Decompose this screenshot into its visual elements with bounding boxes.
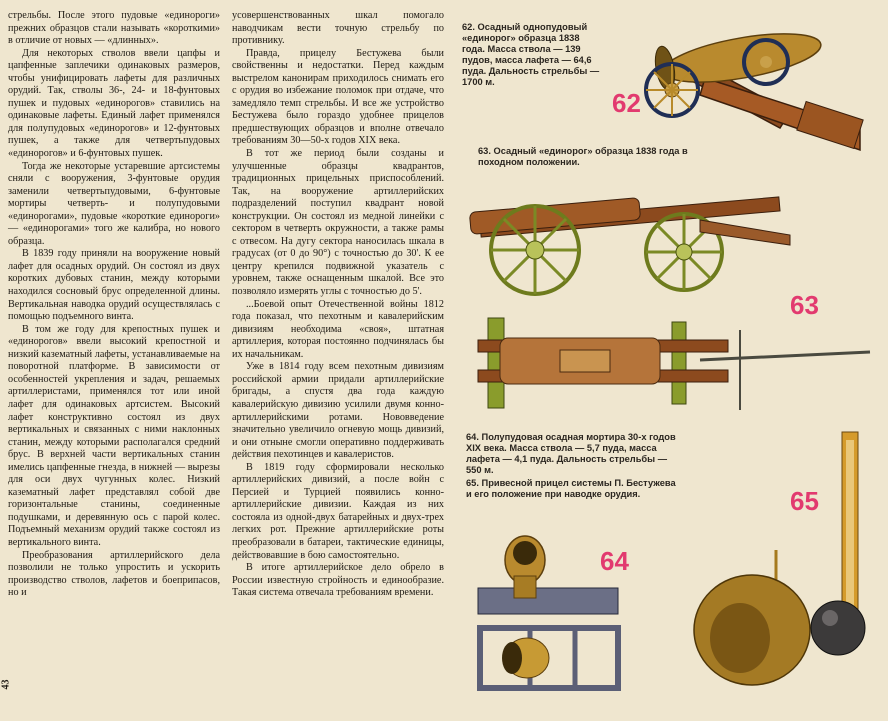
paragraph: стрельбы. После этого пудовые «единороги» прежних образцов стали называть «короткими» в отличие от новых — «длинных».: [8, 10, 220, 47]
figure-65-sight-illustration: [694, 432, 865, 685]
paragraph: ...Боевой опыт Отечественной войны 1812 года показал, что пехотным и кавалерийским дивизиям необходима «своя», штатная артиллерия, которая постоянно подчинялась бы их начальникам.: [232, 298, 444, 360]
caption-64: 64. Полупудовая осадная мортира 30-х годов XIX века. Масса ствола — 5,7 пуда, масса лафета — 4,1 пуда. Дальность стрельбы — 550 м.: [466, 432, 676, 475]
paragraph: Уже в 1814 году всем пехотным дивизиям российской армии придали артиллерийские бригады, а спустя два года каждую кавалерийскую дивизию усилили двумя конно-артиллерийскими ротами. Нововведение значительно увеличило огневую мощь дивизий, и они отныне смогли оперативно поддерживать действия пехотинцев и кавалеристов.: [232, 361, 444, 461]
figure-number-65: 65: [790, 486, 819, 516]
paragraph: Правда, прицелу Бестужева были свойственны и недостатки. Перед каждым выстрелом канонирам приходилось снимать его с орудия во избежание поломок при отдаче, что замедляло темп стрельбы. И все же устройство Бестужева было гораздо удобнее прицелов предшествующих образцов и вполне отвечало требованиям 30—50-х годов XIX века.: [232, 47, 444, 147]
paragraph: В итоге артиллерийское дело обрело в России известную стройность и единообразие. Такая система отвечала требованиям времени.: [232, 562, 444, 599]
figure-62-unicorn-illustration: [646, 24, 863, 150]
paragraph: Тогда же некоторые устаревшие артсистемы сняли с вооружения, 3-фунтовые орудия заменили четвертьпудовыми, 6-фунтовые мортиры четверть- и полупудовыми «единорогами», пудовые «короткие единороги» — «единорогами» того же калибра, но нового образца.: [8, 160, 220, 247]
figure-63-top-view-illustration: [478, 318, 870, 410]
paragraph: усовершенствованных шкал помогало наводчикам вести точную стрельбу по противнику.: [232, 10, 444, 47]
caption-65: 65. Привесной прицел системы П. Бестужева и его положение при наводке орудия.: [466, 478, 676, 499]
paragraph: В 1839 году приняли на вооружение новый лафет для осадных орудий. Он состоял из двух коротких дубовых станин, между которыми находился сосновый брус определенной длины. Вертикальная наводка орудий осуществлялась с помощью подъемного винта.: [8, 248, 220, 323]
figure-64-mortar-illustration: [478, 536, 618, 688]
paragraph: Преобразования артиллерийского дела позволили не только упростить и ускорить производство стволов, лафетов и боеприпасов, но и: [8, 549, 220, 599]
paragraph: В том же году для крепостных пушек и «единорогов» ввели высокий крепостной и низкий казематный лафеты, устанавливаемые на поворотной платформе. В зависимости от особенностей укрепления и задач, решаемых артиллеристами, применялся тот или иной лафет для одинаковых артсистем. Высокий лафет конструктивно состоял из двух вертикальных и связанных с ними наклонных станин, между которыми располагался средний брус. В верхней части вертикальных станин имелись цапфенные гнезда, в нижней — вырезы для оси двух чугунных колес. Низкий казематный лафет представлял собой две горизонтальные станины, соединенные подушками, и деревянную ось с парой колес. Подъемный механизм орудий также состоял из вертикального винта.: [8, 323, 220, 548]
page-number: 43: [0, 679, 12, 690]
figure-number-64: 64: [600, 546, 629, 576]
figure-number-63: 63: [790, 290, 819, 320]
caption-63: 63. Осадный «единорог» образца 1838 года в походном положении.: [478, 146, 688, 167]
paragraph: Для некоторых стволов ввели цапфы и цапфенные заплечики одинаковых размеров, чтобы унифицировать лафеты для различных орудий. Так, стволы 36-, 24- и 18-фунтовых пушек и пудовых «единорогов» ставились на одинаковые лафеты. Единый лафет применялся для полупудовых «единорогов» и 12-фунтовых пушек, а также для четвертьпудовых «единорогов» и 6-фунтовых пушек.: [8, 47, 220, 160]
paragraph: В 1819 году сформировали несколько артиллерийских дивизий, а после войн с Персией и Турцией появились конно-артиллерийские дивизии. Каждая из них состояла из одной-двух батарейных и двух-трех легких рот. Прежние артиллерийские роты преобразовали в батареи, тактические единицы, действовавшие в бою самостоятельно.: [232, 461, 444, 561]
figure-63-side-view-illustration: [469, 197, 790, 294]
figure-number-62: 62: [612, 88, 641, 118]
caption-62: 62. Осадный однопудовый «единорог» образца 1838 года. Масса ствола — 139 пудов, масса лафета — 64,6 пуда. Дальность стрельбы — 1700 м.: [462, 22, 600, 87]
paragraph: В тот же период были созданы и улучшенные образцы квадрантов, традиционных прицельных приспособлений. Так, на вооружение артиллерийских подразделений поступил квадрант новой конструкции. Он состоял из медной линейки с сектором в четверть окружности, а также рамы с отвесом. На дугу сектора наносилась шкала в градусах (от 0 до 90°) с точностью до 30'. К ее центру крепился подвижной указатель с уровнем, также оснащенным шкалой. Все это позволяло измерять углы с точностью до 5'.: [232, 148, 444, 298]
